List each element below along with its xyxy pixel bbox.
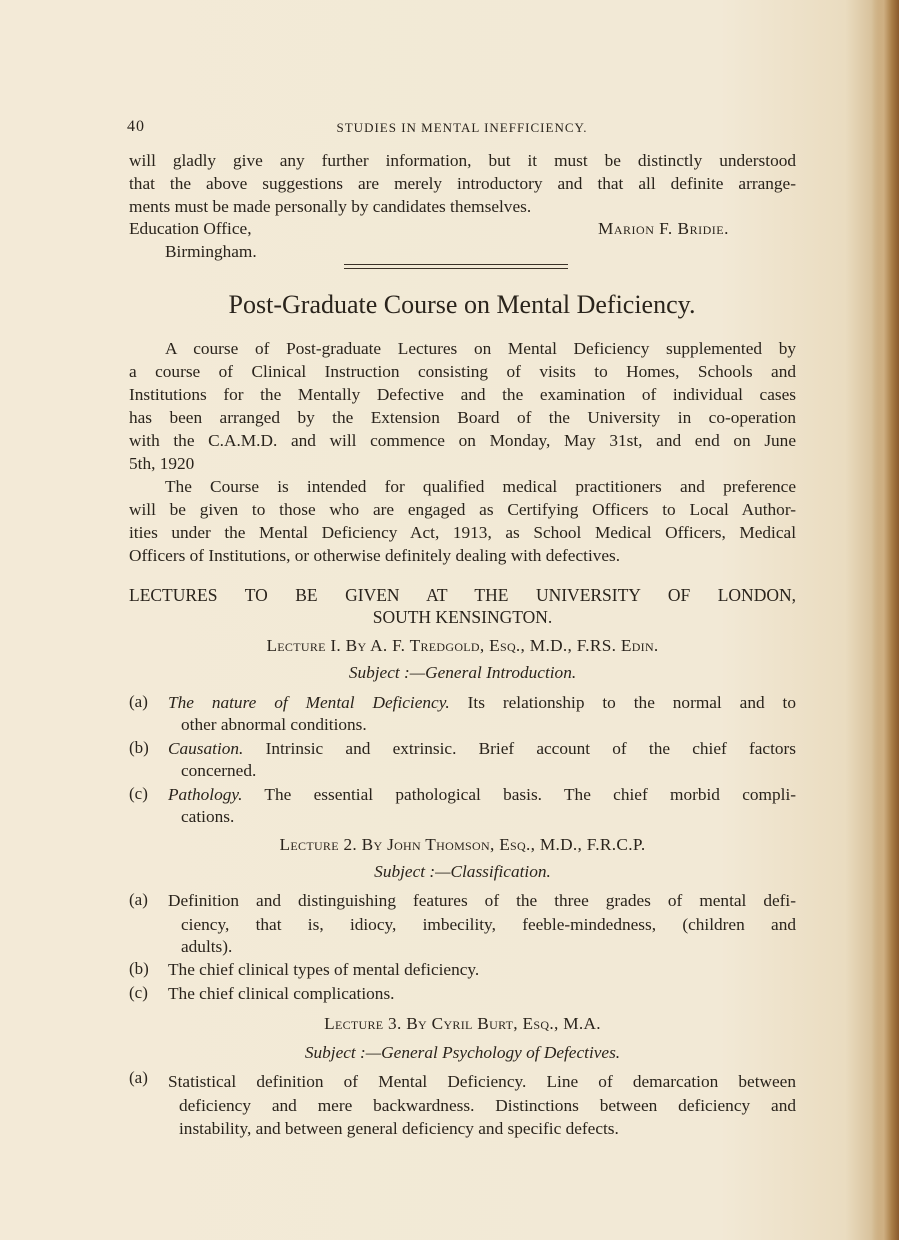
para1-line-1: A course of Post-graduate Lectures on Mental Deficiency supplemented by: [165, 339, 796, 358]
page-number: 40: [127, 118, 145, 135]
page-header: [127, 118, 797, 138]
lecture2-item-b: The chief clinical types of mental deficiency.: [168, 960, 480, 979]
lecture3-item-a-line-3: instability, and between general deficiency and specific defects.: [179, 1119, 619, 1138]
para2-line-1: The Course is intended for qualified medical practitioners and preference: [165, 477, 796, 496]
lecture2-item-a-line-1: Definition and distinguishing features of the three grades of mental defi-: [168, 891, 796, 910]
running-title: STUDIES IN MENTAL INEFFICIENCY.: [336, 120, 588, 135]
intro-line-3: ments must be made personally by candidates themselves.: [129, 197, 532, 216]
lecture1-item-a-cont: other abnormal conditions.: [181, 715, 367, 734]
page-edge: [871, 0, 899, 1240]
lecture1-heading: Lecture I. By A. F. Tredgold, Esq., M.D., F.RS. Edin.: [266, 636, 659, 655]
lecture2-item-c-label: (c): [129, 983, 148, 1002]
lecture2-heading: Lecture 2. By John Thomson, Esq., M.D., F.R.C.P.: [279, 835, 646, 854]
signature: Marion F. Bridie.: [598, 219, 729, 238]
lecture1-item-c: Pathology. The essential pathological basis. The chief morbid compli-: [168, 785, 796, 804]
para1-line-2: a course of Clinical Instruction consisting of visits to Homes, Schools and: [129, 362, 796, 381]
lecture1-item-a-label: (a): [129, 692, 148, 711]
lecture2-subject: Subject :—Classification.: [374, 862, 551, 881]
lecture3-subject: Subject :—General Psychology of Defectives.: [304, 1043, 621, 1062]
para1-line-5: with the C.A.M.D. and will commence on Monday, May 31st, and end on June: [129, 431, 796, 450]
section-title: Post-Graduate Course on Mental Deficiency.: [228, 290, 696, 319]
section-divider: [344, 264, 568, 269]
para2-line-3: ities under the Mental Deficiency Act, 1913, as School Medical Officers, Medical: [129, 523, 796, 542]
para1-line-4: has been arranged by the Extension Board of the University in co-operation: [129, 408, 796, 427]
lecture1-item-b-cont: concerned.: [181, 761, 257, 780]
para1-line-3: Institutions for the Mentally Defective and the examination of individual cases: [129, 385, 796, 404]
lecture1-subject: Subject :—General Introduction.: [348, 663, 577, 682]
lecture3-item-a-label: (a): [129, 1068, 148, 1087]
lecture1-item-a: The nature of Mental Deficiency. Its relationship to the normal and to: [168, 693, 796, 712]
lecture1-item-c-label: (c): [129, 784, 148, 803]
lecture2-item-a-line-2: ciency, that is, idiocy, imbecility, feeble-mindedness, (children and: [181, 915, 796, 934]
office-name: Education Office,: [129, 219, 252, 238]
lecture2-item-a-line-3: adults).: [181, 937, 233, 956]
intro-line-2: that the above suggestions are merely introductory and that all definite arrange-: [129, 174, 796, 193]
lecture2-item-c: The chief clinical complications.: [168, 984, 395, 1003]
intro-line-1: will gladly give any further information, but it must be distinctly understood: [129, 151, 796, 170]
para2-line-2: will be given to those who are engaged as Certifying Officers to Local Author-: [129, 500, 796, 519]
lecture2-item-b-label: (b): [129, 959, 149, 978]
lecture3-heading: Lecture 3. By Cyril Burt, Esq., M.A.: [324, 1014, 601, 1033]
lecture1-item-c-cont: cations.: [181, 807, 235, 826]
para1-line-6: 5th, 1920: [129, 454, 195, 473]
lecture3-item-a-line-1: Statistical definition of Mental Deficiency. Line of demarcation between: [168, 1072, 796, 1091]
lecture2-item-a-label: (a): [129, 890, 148, 909]
lecture1-item-b: Causation. Intrinsic and extrinsic. Brief account of the chief factors: [168, 739, 796, 758]
lectures-heading-line-2: SOUTH KENSINGTON.: [372, 607, 553, 627]
office-city: Birmingham.: [165, 242, 257, 261]
para2-line-4: Officers of Institutions, or otherwise definitely dealing with defectives.: [129, 546, 621, 565]
lectures-heading-line-1: LECTURES TO BE GIVEN AT THE UNIVERSITY OF LONDON,: [129, 585, 796, 605]
lecture3-item-a-line-2: deficiency and mere backwardness. Distinctions between deficiency and: [179, 1096, 796, 1115]
lecture1-item-b-label: (b): [129, 738, 149, 757]
